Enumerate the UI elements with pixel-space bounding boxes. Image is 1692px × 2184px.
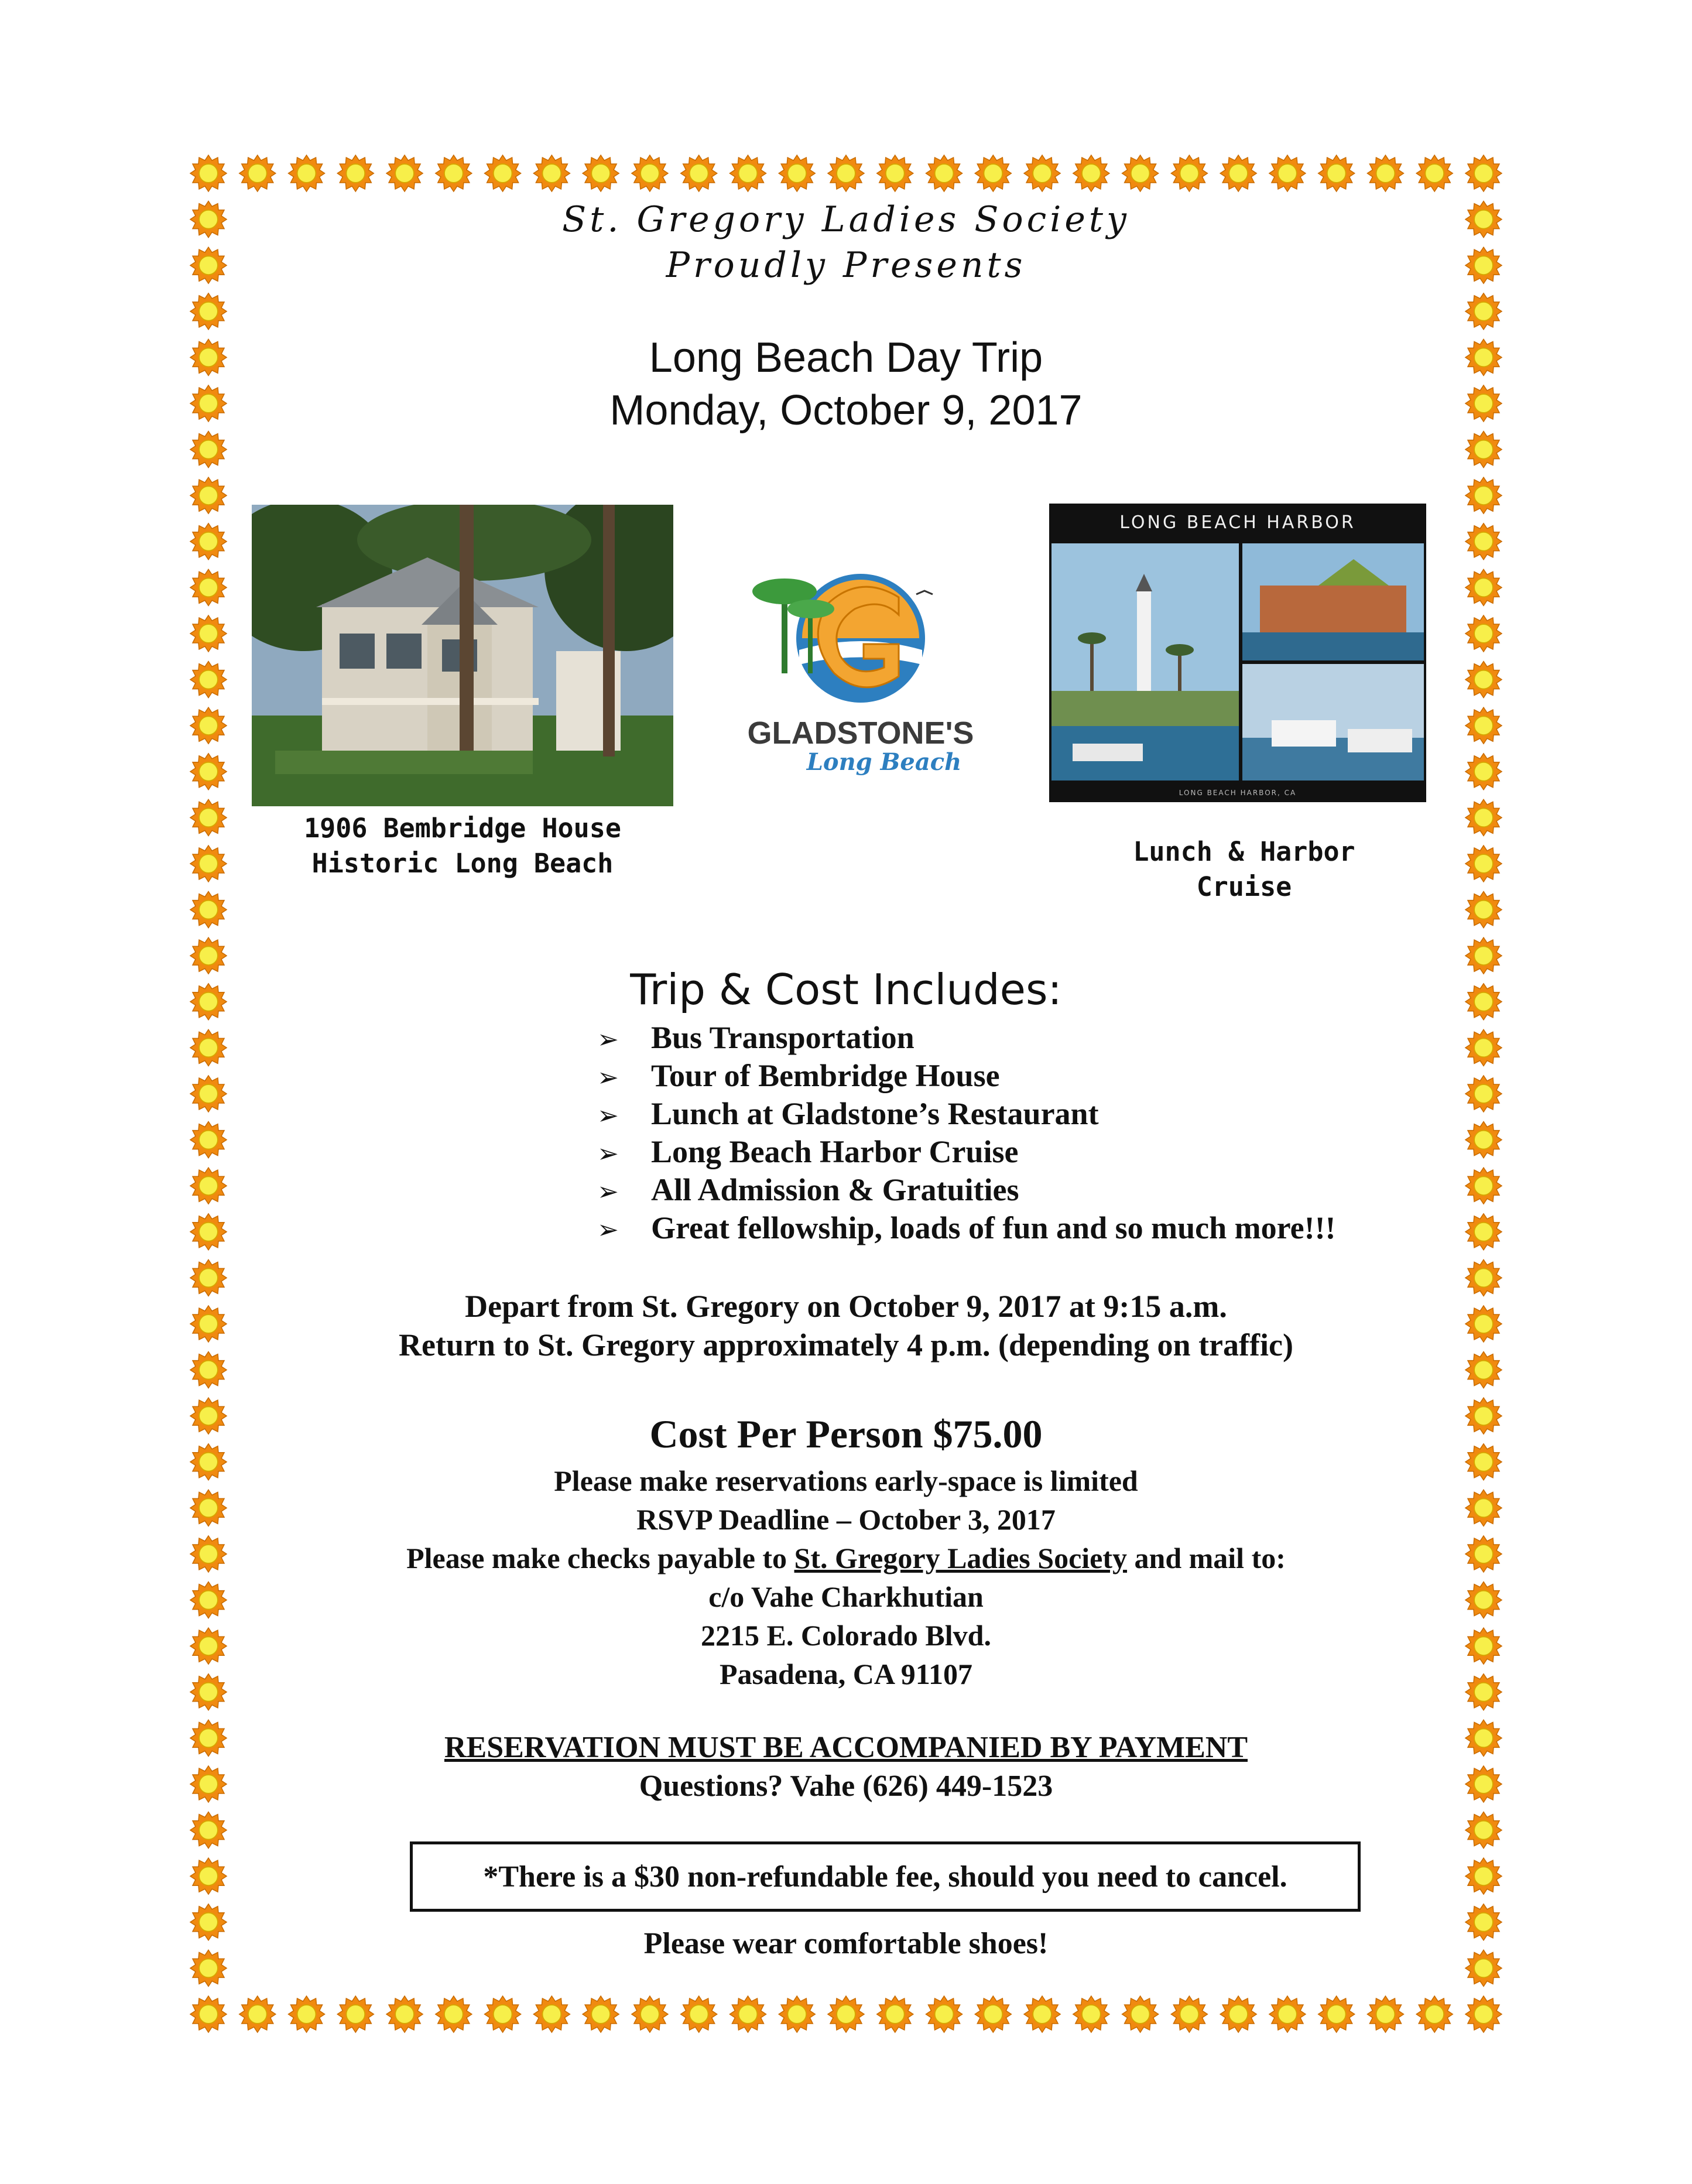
trip-title: Long Beach Day Trip: [649, 334, 1043, 381]
payee-name: St. Gregory Ladies Society: [794, 1542, 1128, 1574]
cost-heading: Cost Per Person $75.00: [649, 1412, 1043, 1456]
address-line-1: c/o Vahe Charkhutian: [708, 1580, 984, 1613]
presents-line: Proudly Presents: [666, 245, 1026, 286]
arrow-bullet-icon: ➢: [597, 1025, 619, 1055]
arrow-bullet-icon: ➢: [597, 1215, 619, 1245]
list-item: ➢ Bus Transportation: [597, 1019, 1336, 1057]
return-line: Return to St. Gregory approximately 4 p.m. (depending on traffic): [399, 1327, 1293, 1363]
trip-date: Monday, October 9, 2017: [609, 387, 1083, 434]
house-caption-line1: 1906 Bembridge House: [304, 813, 621, 844]
arrow-bullet-icon: ➢: [597, 1063, 619, 1093]
harbor-banner: LONG BEACH HARBOR: [1119, 512, 1356, 533]
harbor-caption-line2: Cruise: [1196, 871, 1292, 902]
shoes-reminder: Please wear comfortable shoes!: [643, 1927, 1049, 1960]
reservation-notice: RESERVATION MUST BE ACCOMPANIED BY PAYMENT: [444, 1731, 1248, 1764]
depart-line: Depart from St. Gregory on October 9, 2017 at 9:15 a.m.: [465, 1289, 1227, 1324]
house-caption-line2: Historic Long Beach: [311, 848, 614, 879]
list-item: ➢ Tour of Bembridge House: [597, 1057, 1336, 1095]
questions-contact: Questions? Vahe (626) 449-1523: [639, 1769, 1053, 1803]
list-item: ➢ Great fellowship, loads of fun and so much more!!!: [597, 1209, 1336, 1247]
list-item: ➢ All Admission & Gratuities: [597, 1171, 1336, 1209]
includes-heading: Trip & Cost Includes:: [630, 965, 1062, 1014]
includes-list: [597, 1019, 1336, 1247]
cancellation-fee-notice: *There is a $30 non-refundable fee, should you need to cancel.: [410, 1841, 1361, 1912]
arrow-bullet-icon: ➢: [597, 1177, 619, 1207]
address-line-3: Pasadena, CA 91107: [719, 1658, 972, 1690]
list-item: ➢ Long Beach Harbor Cruise: [597, 1133, 1336, 1171]
reservation-early: Please make reservations early-space is limited: [554, 1464, 1138, 1497]
society-name: St. Gregory Ladies Society: [562, 199, 1130, 240]
harbor-caption-line1: Lunch & Harbor: [1133, 836, 1355, 867]
bembridge-house-photo: [252, 505, 673, 806]
harbor-collage-photo: [1049, 504, 1426, 802]
gladstones-logo: [723, 562, 998, 802]
list-item: ➢ Lunch at Gladstone’s Restaurant: [597, 1095, 1336, 1133]
address-line-2: 2215 E. Colorado Blvd.: [701, 1619, 991, 1652]
arrow-bullet-icon: ➢: [597, 1101, 619, 1131]
arrow-bullet-icon: ➢: [597, 1139, 619, 1169]
payable-line: Please make checks payable to St. Gregory Ladies Society and mail to:: [406, 1542, 1286, 1574]
rsvp-deadline: RSVP Deadline – October 3, 2017: [636, 1503, 1056, 1536]
logo-wordmark: GLADSTONE'S: [747, 716, 974, 751]
logo-subtitle: Long Beach: [806, 748, 962, 776]
harbor-footer: LONG BEACH HARBOR, CA: [1179, 789, 1297, 797]
